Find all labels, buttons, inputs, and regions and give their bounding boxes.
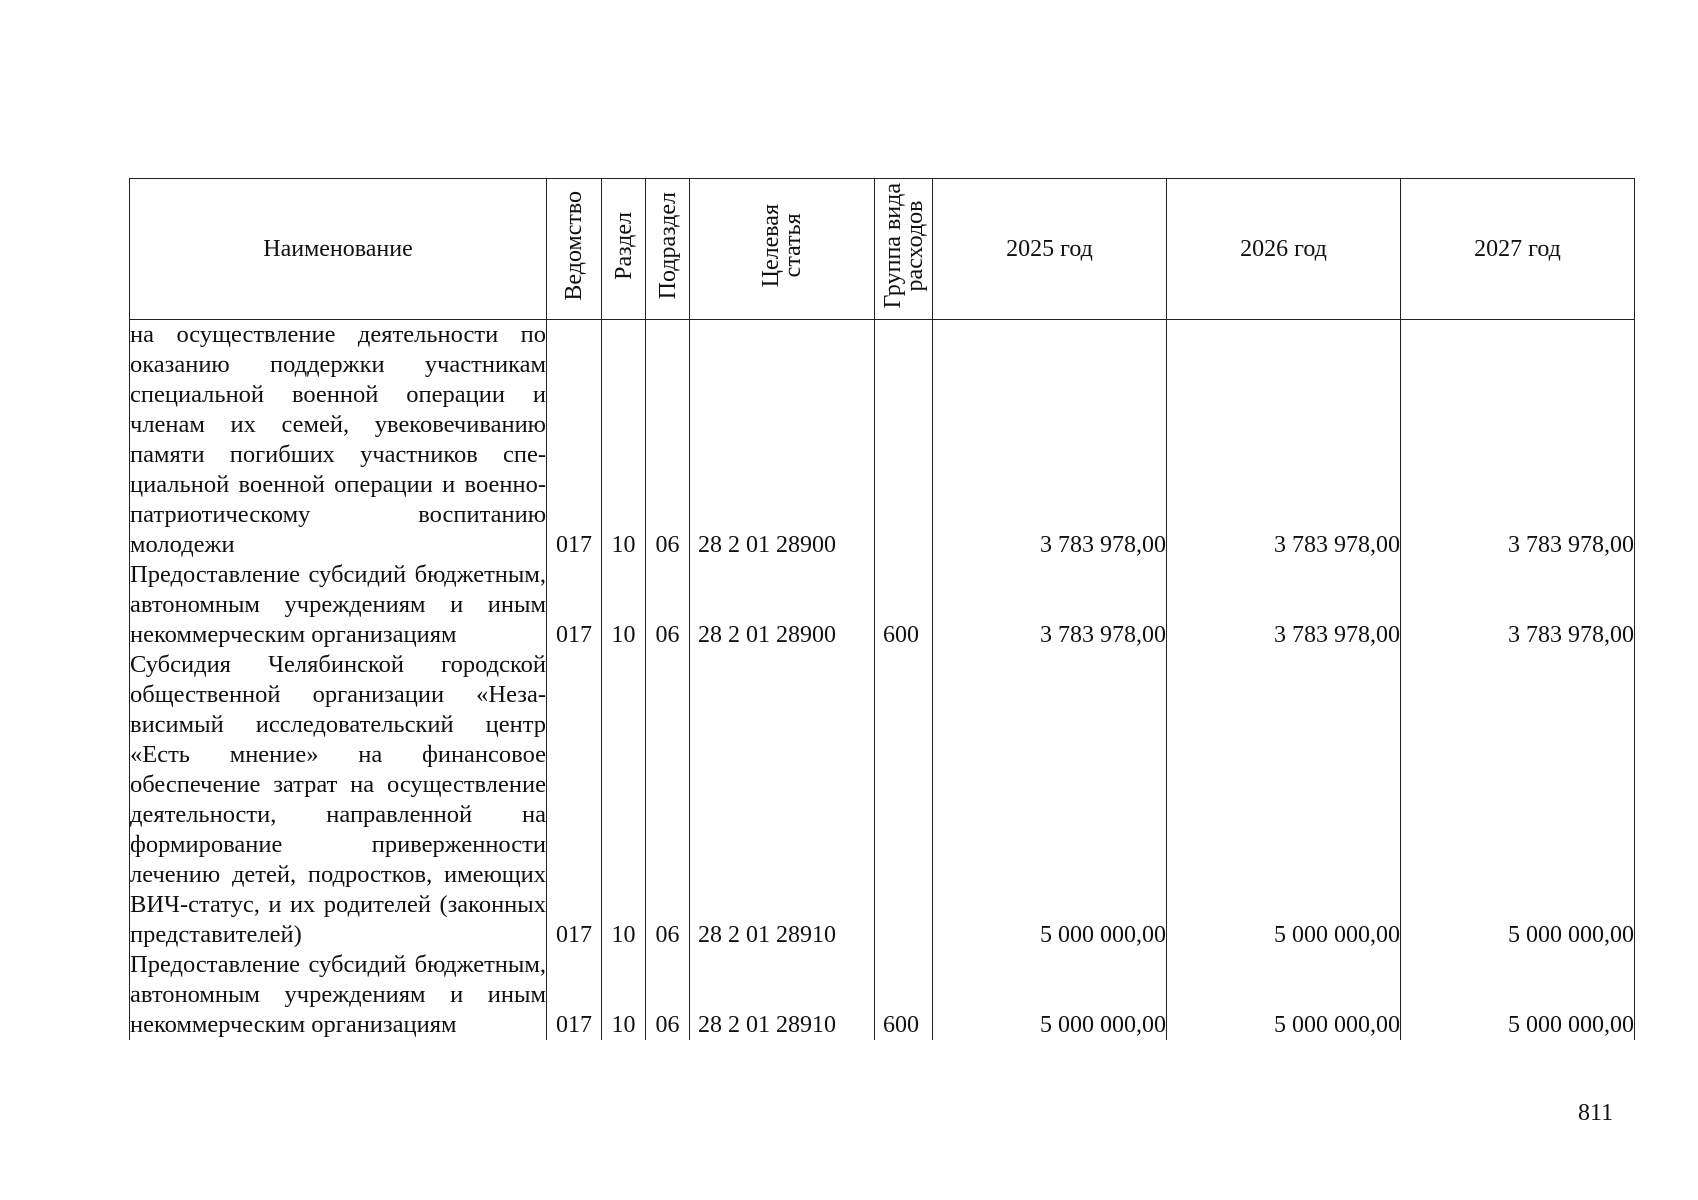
row-year-2027: 3 783 978,00 (1401, 320, 1635, 561)
row-department: 017 (547, 950, 602, 1040)
table-row (130, 650, 1635, 950)
row-year-2027: 5 000 000,00 (1401, 650, 1635, 950)
row-name: Предоставление субсидий бюджетным, автономным учреждениям и иным некоммерческим организациям (130, 951, 546, 1038)
row-year-2026: 5 000 000,00 (1167, 650, 1401, 950)
row-section: 10 (602, 650, 646, 950)
table-row (130, 950, 1635, 1040)
header-expense-group: Группа вида расходов (875, 179, 933, 320)
header-section: Раздел (602, 179, 646, 320)
table-header-row (130, 179, 1635, 320)
row-year-2026: 3 783 978,00 (1167, 560, 1401, 650)
row-name: Предоставление субсидий бюджетным, автономным учреждениям и иным некоммерческим организациям (130, 561, 546, 648)
row-department: 017 (547, 320, 602, 561)
budget-table (129, 178, 1635, 1040)
row-expense-group: 600 (875, 950, 933, 1040)
page-number: 811 (1578, 1100, 1614, 1126)
row-subsection: 06 (646, 320, 690, 561)
row-target-article: 28 2 01 28910 (690, 650, 875, 950)
row-department: 017 (547, 650, 602, 950)
row-department: 017 (547, 560, 602, 650)
row-subsection: 06 (646, 560, 690, 650)
row-expense-group: 600 (875, 560, 933, 650)
header-subsection: Подраздел (646, 179, 690, 320)
row-name: на осуществление деятельности по оказанию поддержки участникам специальной военной операции и членам их семей, увековечиванию памяти погибших участников специальной военной операции и военно-патриотическому воспитанию молодежи (130, 321, 546, 558)
row-year-2025: 3 783 978,00 (933, 560, 1167, 650)
row-name: Субсидия Челябинской городской общественной организации «Независимый исследовательский центр «Есть мнение» на финансовое обеспечение затрат на осуществление деятельности, направленной на формирование приверженности лечению детей, подростков, имеющих ВИЧ-статус, и их родителей (законных представителей) (130, 651, 546, 948)
header-name: Наименование (130, 179, 547, 320)
row-year-2025: 5 000 000,00 (933, 950, 1167, 1040)
row-section: 10 (602, 560, 646, 650)
row-target-article: 28 2 01 28910 (690, 950, 875, 1040)
row-year-2025: 5 000 000,00 (933, 650, 1167, 950)
header-year-2027: 2027 год (1401, 179, 1635, 320)
row-year-2026: 5 000 000,00 (1167, 950, 1401, 1040)
row-section: 10 (602, 950, 646, 1040)
row-expense-group (875, 320, 933, 561)
header-year-2026: 2026 год (1167, 179, 1401, 320)
table-row (130, 560, 1635, 650)
row-target-article: 28 2 01 28900 (690, 320, 875, 561)
row-section: 10 (602, 320, 646, 561)
row-target-article: 28 2 01 28900 (690, 560, 875, 650)
table-row (130, 320, 1635, 561)
header-target-article: Целевая статья (690, 179, 875, 320)
row-year-2026: 3 783 978,00 (1167, 320, 1401, 561)
row-expense-group (875, 650, 933, 950)
row-year-2027: 5 000 000,00 (1401, 950, 1635, 1040)
row-year-2027: 3 783 978,00 (1401, 560, 1635, 650)
row-subsection: 06 (646, 650, 690, 950)
header-year-2025: 2025 год (933, 179, 1167, 320)
row-subsection: 06 (646, 950, 690, 1040)
row-year-2025: 3 783 978,00 (933, 320, 1167, 561)
header-department: Ведомство (547, 179, 602, 320)
